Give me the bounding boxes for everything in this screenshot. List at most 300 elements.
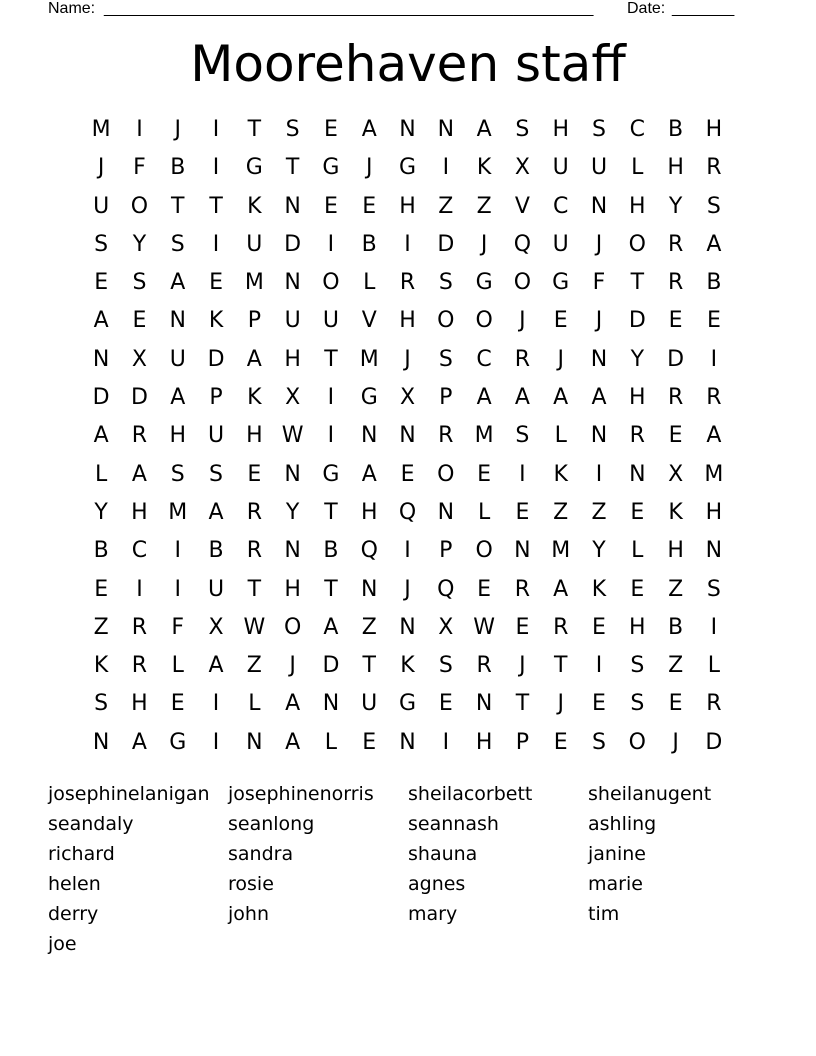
grid-letter-cell[interactable]: R [553, 614, 569, 640]
grid-letter-cell[interactable]: S [438, 270, 453, 296]
grid-letter-cell[interactable]: O [437, 461, 455, 487]
grid-letter-cell[interactable]: S [94, 231, 109, 257]
grid-letter-cell[interactable]: J [97, 155, 105, 181]
grid-letter-cell[interactable]: B [668, 614, 684, 640]
grid-letter-cell[interactable]: O [322, 270, 340, 296]
grid-letter-cell[interactable]: D [628, 308, 646, 334]
grid-letter-cell[interactable]: I [174, 576, 181, 602]
grid-letter-cell[interactable]: E [132, 308, 147, 334]
grid-letter-cell[interactable]: C [476, 346, 492, 372]
grid-letter-cell[interactable]: S [706, 193, 721, 219]
grid-letter-cell[interactable]: N [705, 538, 723, 564]
grid-letter-cell[interactable]: A [706, 423, 722, 449]
grid-letter-cell[interactable]: I [327, 385, 335, 411]
date-field[interactable]: _______ [672, 0, 735, 17]
grid-letter-cell[interactable]: N [590, 193, 608, 219]
grid-letter-cell[interactable]: K [208, 308, 224, 334]
grid-letter-cell[interactable]: A [361, 461, 377, 487]
grid-letter-cell[interactable]: A [285, 729, 301, 755]
grid-letter-cell[interactable]: W [281, 423, 304, 449]
grid-letter-cell[interactable]: E [94, 576, 109, 602]
grid-letter-cell[interactable]: R [399, 270, 416, 296]
grid-letter-cell[interactable]: H [705, 499, 723, 525]
grid-letter-cell[interactable]: L [707, 653, 721, 679]
grid-letter-cell[interactable]: H [667, 155, 684, 181]
grid-letter-cell[interactable]: I [519, 461, 526, 487]
grid-letter-cell[interactable]: E [400, 461, 415, 487]
grid-letter-cell[interactable]: N [590, 423, 608, 449]
grid-letter-cell[interactable]: S [630, 691, 645, 717]
grid-letter-cell[interactable]: B [93, 538, 109, 564]
grid-letter-cell[interactable]: A [706, 231, 722, 257]
grid-letter-cell[interactable]: H [399, 308, 416, 334]
grid-letter-cell[interactable]: K [476, 155, 492, 181]
grid-letter-cell[interactable]: R [667, 385, 684, 411]
grid-letter-cell[interactable]: X [399, 385, 416, 411]
grid-letter-cell[interactable]: R [667, 231, 684, 257]
grid-letter-cell[interactable]: Z [591, 499, 607, 525]
grid-letter-cell[interactable]: R [706, 385, 722, 411]
grid-letter-cell[interactable]: H [131, 691, 148, 717]
grid-letter-cell[interactable]: E [362, 193, 377, 219]
grid-letter-cell[interactable]: A [93, 308, 109, 334]
grid-letter-cell[interactable]: L [631, 155, 644, 181]
grid-letter-cell[interactable]: E [668, 308, 683, 334]
grid-letter-cell[interactable]: V [361, 308, 377, 334]
grid-letter-cell[interactable]: Q [398, 499, 417, 525]
grid-letter-cell[interactable]: M [474, 423, 494, 449]
grid-letter-cell[interactable]: Y [132, 231, 147, 257]
grid-letter-cell[interactable]: E [592, 691, 606, 717]
grid-letter-cell[interactable]: Z [246, 653, 262, 679]
grid-letter-cell[interactable]: I [212, 729, 220, 755]
grid-letter-cell[interactable]: A [553, 385, 569, 411]
grid-letter-cell[interactable]: H [475, 729, 493, 755]
grid-letter-cell[interactable]: M [359, 346, 379, 372]
grid-letter-cell[interactable]: A [131, 729, 147, 755]
grid-letter-cell[interactable]: E [477, 461, 492, 487]
grid-letter-cell[interactable]: N [322, 691, 340, 717]
grid-letter-cell[interactable]: B [323, 538, 339, 564]
grid-letter-cell[interactable]: B [170, 155, 186, 181]
grid-letter-cell[interactable]: A [131, 461, 147, 487]
grid-letter-cell[interactable]: B [706, 270, 722, 296]
grid-letter-cell[interactable]: O [513, 270, 532, 296]
grid-letter-cell[interactable]: N [475, 691, 493, 717]
grid-letter-cell[interactable]: A [476, 117, 492, 142]
grid-letter-cell[interactable]: E [668, 423, 683, 449]
grid-letter-cell[interactable]: E [362, 729, 377, 755]
grid-letter-cell[interactable]: H [629, 385, 646, 411]
grid-letter-cell[interactable]: N [514, 538, 531, 564]
grid-letter-cell[interactable]: J [480, 231, 488, 257]
grid-letter-cell[interactable]: S [438, 653, 453, 679]
grid-letter-cell[interactable]: N [360, 423, 378, 449]
grid-letter-cell[interactable]: T [324, 346, 338, 372]
grid-letter-cell[interactable]: S [170, 461, 185, 487]
grid-letter-cell[interactable]: U [590, 155, 608, 181]
grid-letter-cell[interactable]: E [438, 691, 453, 717]
grid-letter-cell[interactable]: U [207, 423, 225, 449]
grid-letter-cell[interactable]: E [553, 308, 568, 334]
grid-letter-cell[interactable]: N [399, 614, 416, 640]
grid-letter-cell[interactable]: S [285, 117, 300, 142]
grid-letter-cell[interactable]: J [289, 653, 296, 679]
grid-letter-cell[interactable]: A [93, 423, 109, 449]
grid-letter-cell[interactable]: S [592, 729, 606, 755]
grid-letter-cell[interactable]: A [591, 385, 607, 411]
grid-letter-cell[interactable]: R [438, 423, 454, 449]
word-list-item: janine [588, 843, 646, 865]
grid-letter-cell[interactable]: G [552, 270, 570, 296]
grid-letter-cell[interactable]: A [285, 691, 301, 717]
grid-letter-cell[interactable]: E [553, 729, 568, 755]
grid-letter-cell[interactable]: D [92, 385, 110, 411]
grid-letter-cell[interactable]: O [628, 729, 646, 755]
grid-letter-cell[interactable]: A [323, 614, 339, 640]
grid-letter-cell[interactable]: U [322, 308, 339, 334]
name-field[interactable]: _______________________________________________________ [104, 0, 594, 17]
grid-letter-cell[interactable]: Z [361, 614, 377, 640]
grid-letter-cell[interactable]: Y [592, 538, 606, 564]
grid-letter-cell[interactable]: S [592, 117, 606, 142]
grid-letter-cell[interactable]: O [283, 614, 302, 640]
grid-letter-cell[interactable]: S [515, 117, 530, 142]
grid-letter-cell[interactable]: X [438, 614, 454, 640]
grid-letter-cell[interactable]: D [322, 653, 340, 679]
grid-letter-cell[interactable]: H [360, 499, 378, 525]
grid-letter-cell[interactable]: W [243, 614, 266, 640]
grid-letter-cell[interactable]: P [515, 729, 530, 755]
grid-letter-cell[interactable]: S [94, 691, 109, 717]
grid-letter-cell[interactable]: J [404, 576, 411, 602]
grid-letter-cell[interactable]: A [476, 385, 492, 411]
grid-letter-cell[interactable]: L [363, 270, 376, 296]
grid-letter-cell[interactable]: M [91, 117, 111, 142]
word-list-item: richard [48, 843, 115, 865]
grid-letter-cell[interactable]: N [92, 729, 110, 755]
grid-letter-cell[interactable]: L [554, 423, 567, 449]
grid-letter-cell[interactable]: H [246, 423, 263, 449]
grid-letter-cell[interactable]: T [247, 576, 262, 602]
grid-letter-cell[interactable]: E [592, 614, 606, 640]
grid-letter-cell[interactable]: N [360, 576, 378, 602]
grid-letter-cell[interactable]: H [667, 538, 684, 564]
word-list-item: mary [408, 903, 458, 925]
grid-letter-cell[interactable]: B [361, 231, 377, 257]
grid-letter-cell[interactable]: R [629, 423, 645, 449]
grid-letter-cell[interactable]: N [246, 729, 263, 755]
grid-letter-cell[interactable]: I [136, 576, 143, 602]
grid-letter-cell[interactable]: T [324, 499, 338, 525]
grid-letter-cell[interactable]: H [284, 346, 301, 372]
grid-letter-cell[interactable]: E [94, 270, 109, 296]
grid-letter-cell[interactable]: A [170, 385, 186, 411]
grid-letter-cell[interactable]: J [404, 346, 411, 372]
grid-letter-cell[interactable]: I [710, 614, 718, 640]
grid-letter-cell[interactable]: X [131, 346, 147, 372]
grid-letter-cell[interactable]: J [557, 346, 564, 372]
grid-letter-cell[interactable]: Z [476, 193, 492, 219]
grid-letter-cell[interactable]: K [93, 653, 109, 679]
grid-letter-cell[interactable]: J [519, 653, 526, 679]
grid-letter-cell[interactable]: Z [438, 193, 454, 219]
grid-letter-cell[interactable]: N [169, 308, 186, 334]
grid-letter-cell[interactable]: P [439, 538, 453, 564]
grid-letter-cell[interactable]: L [477, 499, 491, 525]
grid-letter-cell[interactable]: Y [668, 193, 683, 219]
grid-letter-cell[interactable]: G [322, 155, 340, 181]
grid-letter-cell[interactable]: N [284, 270, 301, 296]
grid-letter-cell[interactable]: O [475, 538, 493, 564]
grid-letter-cell[interactable]: E [323, 117, 338, 142]
grid-letter-cell[interactable]: H [705, 117, 723, 142]
grid-letter-cell[interactable]: E [170, 691, 185, 717]
grid-letter-cell[interactable]: H [284, 576, 301, 602]
grid-letter-cell[interactable]: N [590, 346, 608, 372]
grid-letter-cell[interactable]: K [553, 461, 568, 487]
word-list-item: derry [48, 903, 99, 925]
grid-letter-cell[interactable]: G [245, 155, 263, 181]
grid-letter-cell[interactable]: J [672, 729, 679, 755]
grid-letter-cell[interactable]: I [595, 461, 603, 487]
grid-letter-cell[interactable]: Z [553, 499, 569, 525]
grid-letter-cell[interactable]: S [515, 423, 530, 449]
grid-letter-cell[interactable]: F [171, 614, 185, 640]
grid-letter-cell[interactable]: G [322, 461, 340, 487]
grid-letter-cell[interactable]: P [439, 385, 453, 411]
grid-letter-cell[interactable]: R [246, 538, 262, 564]
grid-letter-cell[interactable]: L [631, 538, 644, 564]
grid-letter-cell[interactable]: X [514, 155, 530, 181]
grid-letter-cell[interactable]: G [398, 155, 417, 181]
grid-letter-cell[interactable]: M [704, 461, 724, 487]
grid-letter-cell[interactable]: D [130, 385, 148, 411]
grid-letter-cell[interactable]: G [475, 270, 493, 296]
grid-letter-cell[interactable]: E [630, 576, 645, 602]
grid-letter-cell[interactable]: D [207, 346, 225, 372]
grid-letter-cell[interactable]: A [246, 346, 262, 372]
grid-letter-cell[interactable]: T [362, 653, 376, 679]
grid-letter-cell[interactable]: N [284, 538, 301, 564]
grid-letter-cell[interactable]: T [171, 193, 185, 219]
grid-letter-cell[interactable]: U [552, 231, 569, 257]
grid-letter-cell[interactable]: A [514, 385, 530, 411]
grid-letter-cell[interactable]: J [365, 155, 373, 181]
grid-letter-cell[interactable]: X [208, 614, 224, 640]
grid-letter-cell[interactable]: G [360, 385, 378, 411]
grid-letter-cell[interactable]: U [246, 231, 263, 257]
grid-letter-cell[interactable]: W [473, 614, 495, 640]
grid-letter-cell[interactable]: T [553, 653, 568, 679]
grid-letter-cell[interactable]: M [244, 270, 264, 296]
grid-letter-cell[interactable]: I [442, 729, 450, 755]
grid-letter-cell[interactable]: I [212, 117, 220, 142]
grid-letter-cell[interactable]: I [327, 423, 335, 449]
grid-letter-cell[interactable]: T [247, 117, 262, 142]
grid-letter-cell[interactable]: N [284, 461, 301, 487]
grid-letter-cell[interactable]: Z [668, 653, 684, 679]
grid-letter-cell[interactable]: M [168, 499, 188, 525]
grid-letter-cell[interactable]: B [668, 117, 684, 142]
grid-letter-cell[interactable]: C [553, 193, 569, 219]
grid-letter-cell[interactable]: Y [285, 499, 300, 525]
grid-letter-cell[interactable]: Q [513, 231, 532, 257]
grid-letter-cell[interactable]: R [667, 270, 684, 296]
grid-letter-cell[interactable]: R [131, 653, 148, 679]
grid-letter-cell[interactable]: R [246, 499, 262, 525]
grid-letter-cell[interactable]: S [209, 461, 224, 487]
grid-letter-cell[interactable]: E [706, 308, 721, 334]
grid-letter-cell[interactable]: H [629, 193, 646, 219]
grid-letter-cell[interactable]: H [131, 499, 148, 525]
word-list-item: shauna [408, 843, 478, 865]
grid-letter-cell[interactable]: S [170, 231, 185, 257]
grid-letter-cell[interactable]: B [208, 538, 224, 564]
grid-letter-cell[interactable]: D [705, 729, 723, 755]
grid-letter-cell[interactable]: J [557, 691, 564, 717]
word-list-item: seandaly [48, 813, 134, 835]
grid-letter-cell[interactable]: N [629, 461, 646, 487]
word-list-item: marie [588, 873, 643, 895]
grid-letter-cell[interactable]: P [247, 308, 261, 334]
grid-letter-cell[interactable]: N [437, 499, 455, 525]
grid-letter-cell[interactable]: C [629, 117, 645, 142]
grid-letter-cell[interactable]: H [629, 614, 646, 640]
grid-letter-cell[interactable]: J [595, 308, 603, 334]
grid-letter-cell[interactable]: I [212, 691, 220, 717]
grid-letter-cell[interactable]: R [706, 691, 722, 717]
grid-letter-cell[interactable]: K [247, 193, 262, 219]
grid-letter-cell[interactable]: I [212, 231, 220, 257]
grid-letter-cell[interactable]: K [400, 653, 415, 679]
grid-letter-cell[interactable]: U [552, 155, 569, 181]
grid-letter-cell[interactable]: U [361, 691, 378, 717]
grid-letter-cell[interactable]: Y [630, 346, 645, 372]
grid-letter-cell[interactable]: J [595, 231, 603, 257]
grid-letter-cell[interactable]: H [552, 117, 569, 142]
grid-letter-cell[interactable]: H [399, 193, 416, 219]
grid-letter-cell[interactable]: N [437, 117, 455, 142]
grid-letter-cell[interactable]: I [404, 231, 411, 257]
grid-letter-cell[interactable]: R [514, 576, 531, 602]
grid-letter-cell[interactable]: A [208, 499, 224, 525]
grid-letter-cell[interactable]: I [136, 117, 143, 142]
grid-letter-cell[interactable]: E [477, 576, 492, 602]
grid-letter-cell[interactable]: S [132, 270, 147, 296]
grid-letter-cell[interactable]: U [207, 576, 225, 602]
grid-letter-cell[interactable]: N [399, 729, 416, 755]
grid-letter-cell[interactable]: G [398, 691, 417, 717]
grid-letter-cell[interactable]: J [174, 117, 181, 142]
grid-letter-cell[interactable]: D [437, 231, 455, 257]
grid-letter-cell[interactable]: H [169, 423, 187, 449]
grid-letter-cell[interactable]: A [553, 576, 569, 602]
grid-letter-cell[interactable]: K [591, 576, 607, 602]
grid-letter-cell[interactable]: J [519, 308, 526, 334]
grid-letter-cell[interactable]: T [515, 691, 530, 717]
grid-letter-cell[interactable]: R [706, 155, 722, 181]
grid-letter-cell[interactable]: L [171, 653, 184, 679]
grid-letter-cell[interactable]: R [476, 653, 492, 679]
grid-letter-cell[interactable]: K [247, 385, 262, 411]
grid-letter-cell[interactable]: Q [437, 576, 455, 602]
grid-letter-cell[interactable]: K [668, 499, 683, 525]
grid-letter-cell[interactable]: A [208, 653, 224, 679]
grid-letter-cell[interactable]: N [92, 346, 110, 372]
grid-letter-cell[interactable]: D [284, 231, 302, 257]
grid-letter-cell[interactable]: E [630, 499, 645, 525]
grid-letter-cell[interactable]: I [710, 346, 718, 372]
grid-letter-cell[interactable]: Z [668, 576, 684, 602]
grid-letter-cell[interactable]: U [169, 346, 186, 372]
grid-letter-cell[interactable]: X [285, 385, 301, 411]
grid-letter-cell[interactable]: E [515, 499, 530, 525]
grid-letter-cell[interactable]: L [248, 691, 261, 717]
grid-letter-cell[interactable]: R [131, 614, 148, 640]
grid-letter-cell[interactable]: R [131, 423, 148, 449]
grid-letter-cell[interactable]: Y [94, 499, 108, 525]
grid-letter-cell[interactable]: O [475, 308, 493, 334]
grid-letter-cell[interactable]: G [169, 729, 187, 755]
grid-letter-cell[interactable]: L [324, 729, 338, 755]
grid-letter-cell[interactable]: F [592, 270, 606, 296]
grid-letter-cell[interactable]: O [628, 231, 646, 257]
grid-letter-cell[interactable]: I [442, 155, 450, 181]
grid-letter-cell[interactable]: S [630, 653, 645, 679]
grid-letter-cell[interactable]: E [515, 614, 530, 640]
grid-letter-cell[interactable]: T [630, 270, 645, 296]
grid-letter-cell[interactable]: N [284, 193, 301, 219]
grid-letter-cell[interactable]: U [93, 193, 110, 219]
grid-letter-cell[interactable]: S [706, 576, 721, 602]
grid-letter-cell[interactable]: V [514, 193, 530, 219]
grid-letter-cell[interactable]: T [324, 576, 338, 602]
grid-letter-cell[interactable]: D [667, 346, 685, 372]
grid-letter-cell[interactable]: I [595, 653, 603, 679]
grid-letter-cell[interactable]: I [404, 538, 411, 564]
grid-letter-cell[interactable]: E [209, 270, 223, 296]
grid-letter-cell[interactable]: R [514, 346, 531, 372]
grid-letter-cell[interactable]: Z [93, 614, 109, 640]
grid-letter-cell[interactable]: N [399, 117, 416, 142]
grid-letter-cell[interactable]: U [284, 308, 301, 334]
grid-letter-cell[interactable]: S [438, 346, 453, 372]
grid-letter-cell[interactable]: I [174, 538, 181, 564]
grid-letter-cell[interactable]: O [130, 193, 149, 219]
grid-letter-cell[interactable]: I [212, 155, 220, 181]
grid-letter-cell[interactable]: I [327, 231, 335, 257]
grid-letter-cell[interactable]: A [170, 270, 186, 296]
grid-letter-cell[interactable]: F [133, 155, 146, 181]
word-list-item: tim [588, 903, 620, 925]
grid-letter-cell[interactable]: X [668, 461, 684, 487]
grid-letter-cell[interactable]: C [131, 538, 148, 564]
grid-letter-cell[interactable]: E [247, 461, 262, 487]
grid-letter-cell[interactable]: E [323, 193, 338, 219]
grid-letter-cell[interactable]: T [285, 155, 300, 181]
grid-letter-cell[interactable]: O [437, 308, 455, 334]
grid-letter-cell[interactable]: M [551, 538, 571, 564]
grid-letter-cell[interactable]: L [95, 461, 108, 487]
grid-letter-cell[interactable]: P [209, 385, 223, 411]
word-list-item: sheilanugent [588, 783, 712, 805]
grid-letter-cell[interactable]: A [361, 117, 377, 142]
grid-letter-cell[interactable]: E [668, 691, 683, 717]
grid-letter-cell[interactable]: Q [360, 538, 378, 564]
grid-letter-cell[interactable]: T [209, 193, 223, 219]
grid-letter-cell[interactable]: N [399, 423, 416, 449]
